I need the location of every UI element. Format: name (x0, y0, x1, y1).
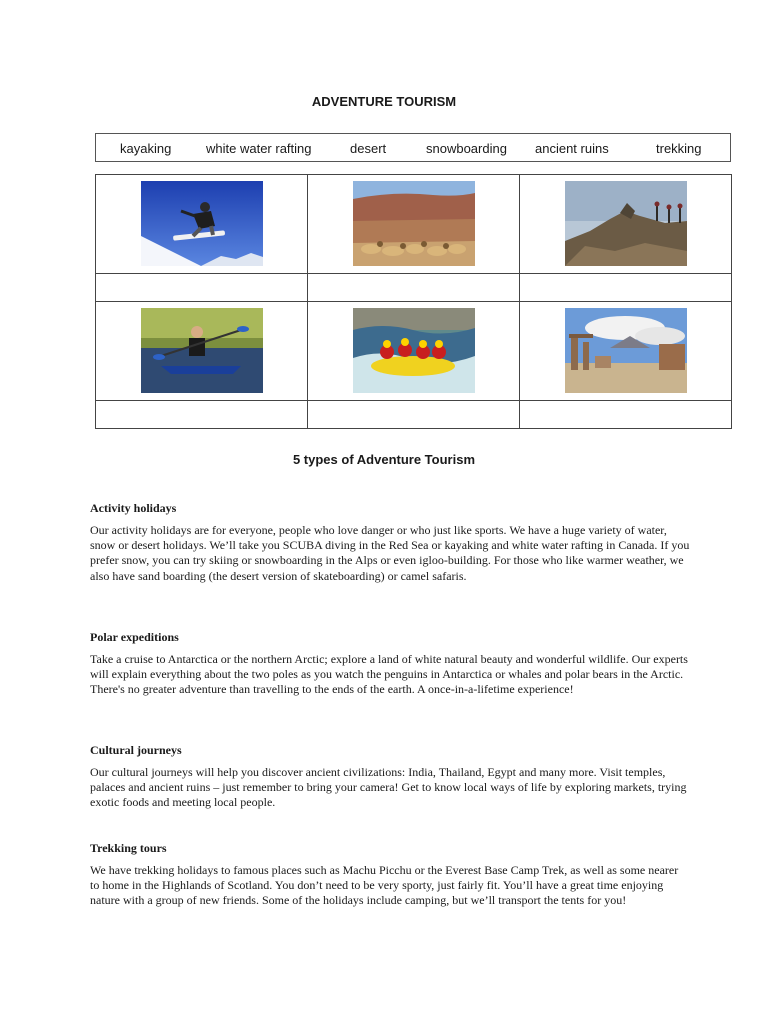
answer-cell[interactable] (308, 273, 520, 301)
section-heading: Trekking tours (90, 841, 167, 855)
picture-cell (96, 301, 308, 400)
section-cultural-journeys (90, 743, 690, 811)
section-text: Our activity holidays are for everyone, people who love danger or who just like sports. We have a huge variety of water, snow or desert holidays. We’ll take you SCUBA diving in the Red Sea or kayaking and white water rafting in Canada. If you prefer snow, you can try skiing or snowboarding in the Alps or even igloo-building. For those who like warmer weather, we also have sand boarding (the desert version of skateboarding) or camel safaris. (90, 523, 690, 583)
word-kayaking: kayaking (120, 141, 172, 156)
word-desert: desert (350, 141, 387, 156)
section-title: 5 types of Adventure Tourism (292, 452, 476, 467)
word-trekking: trekking (656, 141, 702, 156)
picture-cell (308, 301, 520, 400)
answer-cell[interactable] (96, 400, 308, 428)
picture-cell (520, 175, 732, 274)
answer-cell[interactable] (520, 400, 732, 428)
section-trekking-tours (90, 841, 690, 909)
picture-cell (96, 175, 308, 274)
section-text: Take a cruise to Antarctica or the northern Arctic; explore a land of white natural beauty and wonderful wildlife. Our experts will explain everything about the two poles as you watch the penguins in Antarctica or whales and polar bears in the Arctic. There's no greater adventure than travelling to the ends of the earth. A once-in-a-lifetime experience! (90, 652, 688, 697)
word-ancient-ruins: ancient ruins (535, 141, 609, 156)
page-title: ADVENTURE TOURISM (311, 94, 457, 109)
answer-cell[interactable] (520, 273, 732, 301)
trekkers-photo-icon (565, 181, 687, 266)
section-heading: Cultural journeys (90, 743, 182, 757)
picture-cell (520, 301, 732, 400)
word-white-water-rafting: white water rafting (206, 141, 312, 156)
section-heading: Polar expeditions (90, 630, 179, 644)
section-text: Our cultural journeys will help you discover ancient civilizations: India, Thailand, Egypt and many more. Visit temples, palaces and ancient ruins – just remember to bring your camera! Get to know local ways of life by exploring markets, trying exotic foods and meeting local people. (90, 765, 687, 810)
section-polar-expeditions (90, 630, 690, 698)
word-snowboarding: snowboarding (426, 141, 507, 156)
ancient-ruins-photo-icon (565, 308, 687, 393)
section-activity-holidays (90, 501, 690, 584)
kayaker-photo-icon (141, 308, 263, 393)
answer-cell[interactable] (96, 273, 308, 301)
section-text: We have trekking holidays to famous places such as Machu Picchu or the Everest Base Camp Trek, as well as some nearer to home in the Highlands of Scotland. You don’t need to be very sporty, just fairly fit. You’ll have a great time enjoying nature with a group of new friends. Some of the holidays include camping, but we’ll transport the tents for you! (90, 863, 679, 908)
section-heading: Activity holidays (90, 501, 177, 515)
word-box (95, 133, 731, 162)
desert-camels-photo-icon (353, 181, 475, 266)
answer-cell[interactable] (308, 400, 520, 428)
rafting-photo-icon (353, 308, 475, 393)
picture-cell (308, 175, 520, 274)
picture-matching-table (95, 174, 732, 429)
snowboarder-photo-icon (141, 181, 263, 266)
